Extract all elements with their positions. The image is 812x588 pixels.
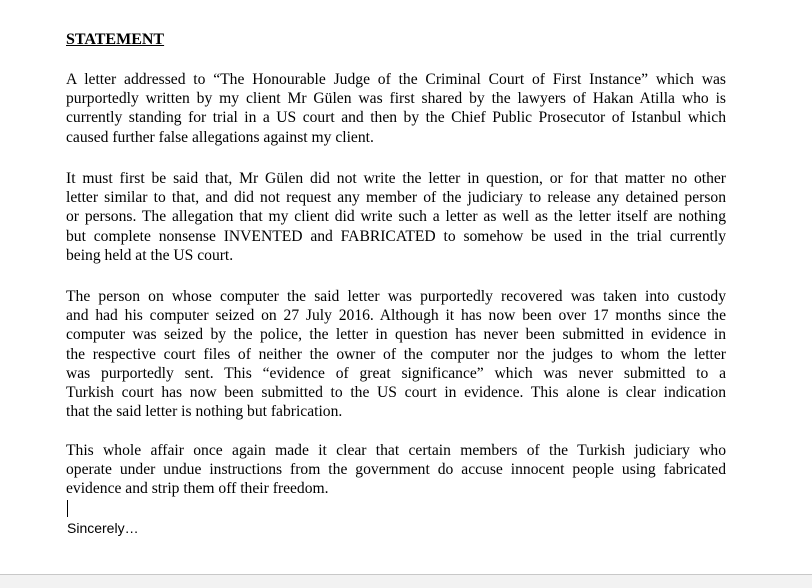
paragraph-line: A letter addressed to “The Honourable Judge of the Criminal Court of First Instance” which was — [66, 71, 726, 88]
paragraph-1 — [66, 70, 726, 147]
paragraph-line: the respective court files of neither the owner of the computer nor the judges to whom the letter — [66, 345, 726, 363]
document-title: STATEMENT — [66, 31, 165, 48]
text-cursor — [67, 500, 68, 517]
paragraph-line: being held at the US court. — [66, 246, 234, 264]
paragraph-line: It must first be said that, Mr Gülen did not write the letter in question, or for that matter no other — [66, 170, 726, 187]
page-bottom-edge — [0, 574, 812, 588]
paragraph-line: computer was seized by the police, the letter in question has never been submitted in evidence in — [66, 326, 726, 344]
paragraph-line: purportedly written by my client Mr Gülen was first shared by the lawyers of Hakan Atilla who is — [66, 90, 726, 108]
paragraph-line: that the said letter is nothing but fabrication. — [66, 403, 343, 421]
paragraph-2 — [66, 169, 726, 265]
paragraph-line: was purportedly sent. This “evidence of great significance” which was never submitted to a — [66, 364, 726, 382]
paragraph-4 — [66, 441, 726, 499]
paragraph-line: but complete nonsense INVENTED and FABRICATED to somehow be used in the trial currently — [66, 227, 726, 245]
paragraph-line: evidence and strip them off their freedom. — [66, 480, 329, 498]
closing-text: Sincerely… — [67, 520, 139, 536]
paragraph-line: operate under undue instructions from the government do accuse innocent people using fabricated — [66, 461, 726, 479]
paragraph-line: This whole affair once again made it clear that certain members of the Turkish judiciary who — [66, 442, 726, 459]
paragraph-line: letter similar to that, and did not request any member of the judiciary to release any detained person — [66, 189, 726, 207]
paragraph-line: currently standing for trial in a US court and then by the Chief Public Prosecutor of Istanbul which — [66, 109, 726, 127]
paragraph-line: The person on whose computer the said letter was purportedly recovered was taken into custody — [66, 288, 726, 305]
paragraph-3 — [66, 287, 726, 421]
paragraph-line: caused further false allegations against my client. — [66, 128, 374, 146]
paragraph-line: Turkish court has now been submitted to the US court in evidence. This alone is clear indication — [66, 384, 726, 402]
paragraph-line: and had his computer seized on 27 July 2016. Although it has now been over 17 months since the — [66, 307, 726, 325]
paragraph-line: or persons. The allegation that my client did write such a letter as well as the letter itself are nothing — [66, 208, 726, 226]
